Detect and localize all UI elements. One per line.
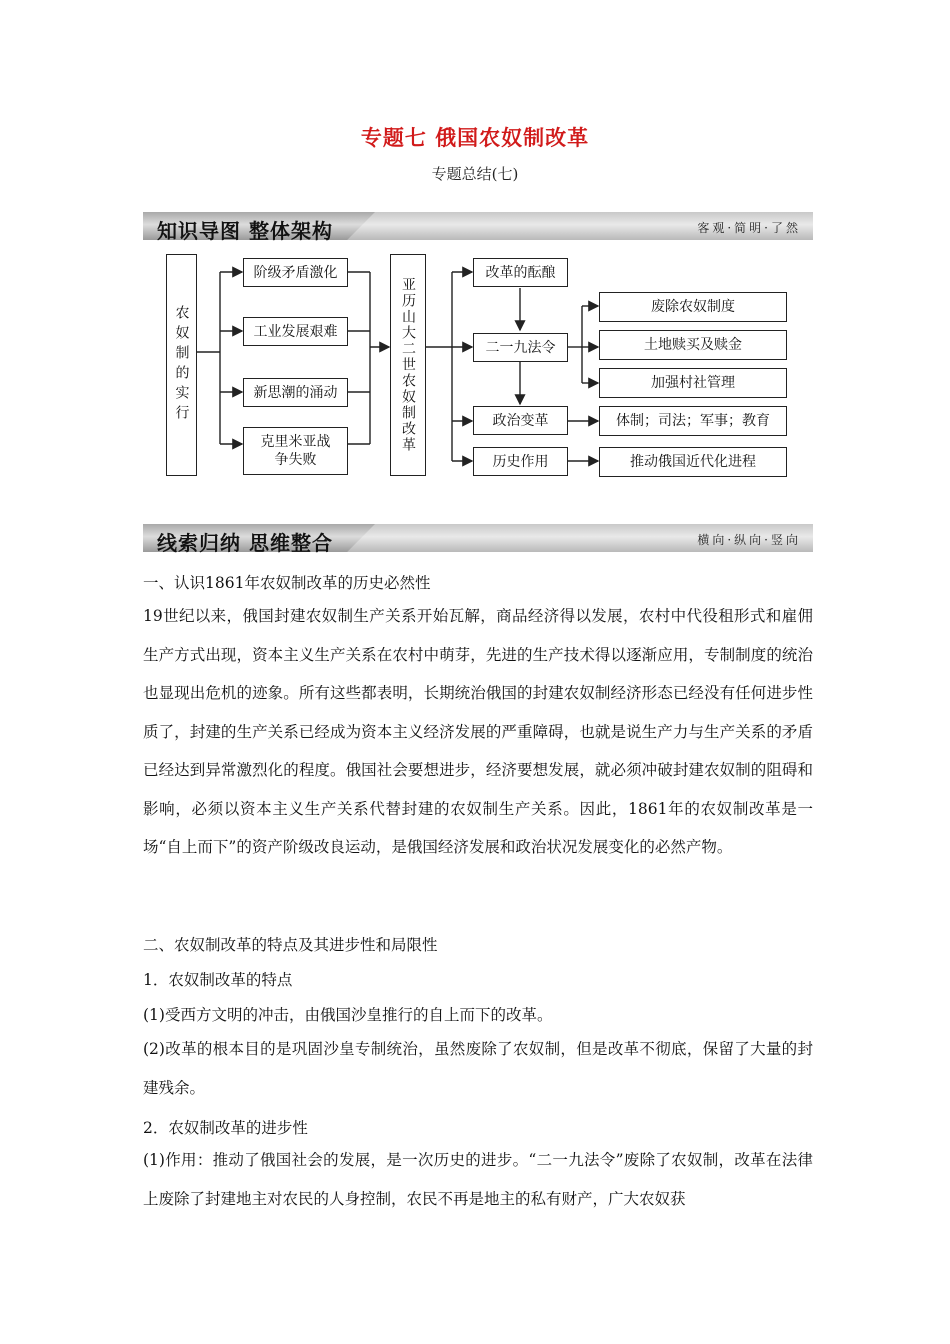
section-1-heading: 一、认识1861年农奴制改革的历史必然性: [143, 574, 431, 592]
decree-item-land: 土地赎买及赎金: [599, 330, 787, 360]
politics-item: 体制；司法；军事；教育: [599, 406, 787, 436]
banner-heading: 线索归纳 思维整合: [157, 531, 333, 555]
cause-box-new-thought: 新思潮的涌动: [243, 378, 348, 407]
banner-tagline: 横向·纵向·竖向: [697, 533, 801, 547]
cause-box-crimean-war: 克里米亚战争失败: [243, 427, 348, 475]
page-subtitle: 专题总结(七): [431, 165, 519, 183]
root-box-serfdom: 农奴制的实行: [166, 254, 197, 476]
banner-heading: 知识导图 整体架构: [157, 219, 333, 243]
cause-box-industry: 工业发展艰难: [243, 317, 348, 346]
subsection-2-heading: 2．农奴制改革的进步性: [143, 1119, 308, 1137]
cause-box-class-conflict: 阶级矛盾激化: [243, 258, 348, 287]
decree-item-abolish: 废除农奴制度: [599, 292, 787, 322]
decree-item-commune: 加强村社管理: [599, 368, 787, 398]
section-1-paragraph: 19世纪以来，俄国封建农奴制生产关系开始瓦解，商品经济得以发展，农村中代役租形式和雇佣生产方式出现，资本主义生产关系在农村中萌芽，先进的生产技术得以逐渐应用，专制制度的统治也显现出危机的迹象。所有这些都表明，长期统治俄国的封建农奴制经济形态已经没有任何进步性质了，封建的生产关系已经成为资本主义经济发展的严重障碍，也就是说生产力与生产关系的矛盾已经达到异常激烈化的程度。俄国社会要想进步，经济要想发展，就必须冲破封建农奴制的阻碍和影响，必须以资本主义生产关系代替封建的农奴制生产关系。因此，1861年的农奴制改革是一场“自上而下”的资产阶级改良运动，是俄国经济发展和政治状况发展变化的必然产物。: [143, 607, 813, 856]
branch-box-politics: 政治变革: [473, 406, 568, 435]
section-banner-clues: [143, 524, 813, 555]
page-title: 专题七 俄国农奴制改革: [360, 126, 590, 150]
branch-box-decree: 二一九法令: [473, 333, 568, 362]
effect-item: 推动俄国近代化进程: [599, 447, 787, 477]
center-box-reform: 亚历山大二世农奴制改革: [390, 254, 426, 476]
branch-box-preparation: 改革的酝酿: [473, 258, 568, 287]
subsection-1-heading: 1．农奴制改革的特点: [143, 971, 293, 989]
branch-box-effect: 历史作用: [473, 447, 568, 476]
subsection-1-point-2: (2)改革的根本目的是巩固沙皇专制统治，虽然废除了农奴制，但是改革不彻底，保留了大量的封建残余。: [143, 1040, 813, 1097]
subsection-2-point-1: (1)作用：推动了俄国社会的发展，是一次历史的进步。“二一九法令”废除了农奴制，改革在法律上废除了封建地主对农民的人身控制，农民不再是地主的私有财产，广大农奴获: [143, 1151, 813, 1208]
subsection-1-point-1: (1)受西方文明的冲击，由俄国沙皇推行的自上而下的改革。: [143, 1006, 553, 1024]
banner-tagline: 客观·简明·了然: [697, 221, 801, 235]
section-2-heading: 二、农奴制改革的特点及其进步性和局限性: [143, 936, 438, 954]
